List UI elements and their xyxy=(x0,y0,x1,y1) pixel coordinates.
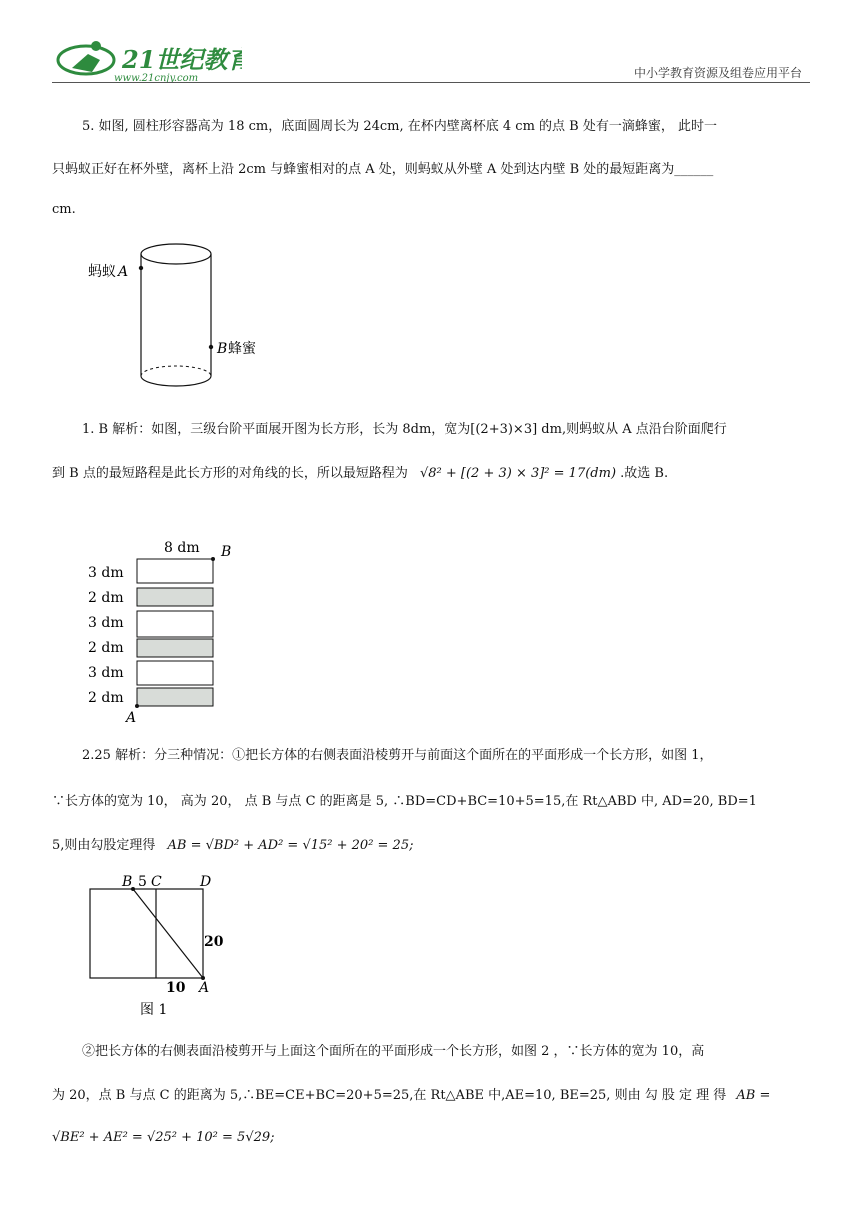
point-a xyxy=(139,266,143,270)
sol2-line-2: ∵长方体的宽为 10， 高为 20， 点 B 与点 C 的距离是 5, ∴BD=CD+BC=10+5=15,在 Rt△ABD 中, AD=20, BD=1 xyxy=(52,794,757,809)
sol1-line-2 xyxy=(52,464,668,484)
stairs-figure xyxy=(80,532,260,732)
q5-line-2: 只蚂蚁正好在杯外壁，离杯上沿 2cm 与蜂蜜相对的点 A 处，则蚂蚁从外壁 A 处到达内壁 B 处的最短距离为______ xyxy=(52,162,714,177)
stairs-row-2: 2 dm xyxy=(88,590,124,606)
stairs-row-5: 3 dm xyxy=(88,665,124,681)
cylinder-bottom-back xyxy=(141,366,211,376)
honey-label: 蜂蜜 xyxy=(228,341,256,357)
q5-line-3: cm. xyxy=(52,202,76,217)
stairs-row-6: 2 dm xyxy=(88,690,124,706)
header-divider xyxy=(52,82,810,83)
logo-main-text: 21世纪教育 xyxy=(122,45,242,74)
honey-letter: B xyxy=(217,341,228,357)
stairs-point-b: B xyxy=(221,544,232,560)
ant-letter: A xyxy=(118,264,129,280)
stairs-length-label: 8 dm xyxy=(164,540,200,556)
fig1-caption: 图 1 xyxy=(140,1002,168,1018)
runner-logo-icon xyxy=(52,38,242,84)
fig1-point-d: D xyxy=(200,874,212,890)
sol2-formula-1: AB = √BD² + AD² = √15² + 20² = 25; xyxy=(167,838,414,853)
fig1-label-20: 20 xyxy=(204,934,224,950)
stairs-point-a: A xyxy=(126,710,137,726)
fig1-point-b: B xyxy=(122,874,133,890)
logo xyxy=(52,38,242,84)
sol2-line-5-text: 为 20，点 B 与点 C 的距离为 5,∴BE=CE+BC=20+5=25,在 Rt△ABE 中,AE=10, BE=25, 则由 勾 股 定 理 得 xyxy=(52,1088,727,1103)
sol2-line-4: ②把长方体的右侧表面沿棱剪开与上面这个面所在的平面形成一个长方形，如图 2 ，∵长方体的宽为 10，高 xyxy=(82,1044,705,1059)
point-b xyxy=(209,345,213,349)
fig1-point-c: C xyxy=(151,874,162,890)
cylinder-top xyxy=(141,244,211,264)
sol2-line-3-text: 5,则由勾股定理得 xyxy=(52,838,156,853)
fig1-label-5: 5 xyxy=(138,874,147,890)
ant-label: 蚂蚁 xyxy=(88,264,116,280)
stairs-row-1: 3 dm xyxy=(88,565,124,581)
platform-name: 中小学教育资源及组卷应用平台 xyxy=(633,66,802,80)
sol2-formula-2b: √BE² + AE² = √25² + 10² = 5√29; xyxy=(52,1130,275,1145)
sol2-formula-2a: AB = xyxy=(736,1088,771,1103)
cylinder-bottom-front xyxy=(141,376,211,386)
figure-1 xyxy=(80,872,240,1020)
sol2-line-1: 2.25 解析：分三种情况：①把长方体的右侧表面沿棱剪开与前面这个面所在的平面形成一个长方形，如图 1， xyxy=(82,748,713,763)
sol1-formula: √8² + [(2 + 3) × 3]² = 17(dm) xyxy=(419,466,617,481)
sol2-line-5 xyxy=(52,1086,770,1106)
sol2-line-6 xyxy=(52,1128,275,1148)
sol1-line-2-end: .故选 B. xyxy=(620,466,669,481)
cylinder-figure xyxy=(80,238,300,398)
q5-line-1: 5. 如图, 圆柱形容器高为 18 cm，底面圆周长为 24cm, 在杯内壁离杯底 4 cm 的点 B 处有一滴蜂蜜， 此时一 xyxy=(82,119,717,134)
fig1-point-a: A xyxy=(199,980,210,996)
logo-sub-text: www.21cnjy.com xyxy=(114,73,199,84)
sol1-line-1: 1. B 解析：如图，三级台阶平面展开图为长方形，长为 8dm，宽为[(2+3)×3] dm,则蚂蚁从 A 点沿台阶面爬行 xyxy=(82,422,727,437)
fig1-label-10: 10 xyxy=(166,980,186,996)
sol1-line-2-text: 到 B 点的最短路程是此长方形的对角线的长，所以最短路程为 xyxy=(52,466,408,481)
sol2-line-3 xyxy=(52,836,413,856)
stairs-row-4: 2 dm xyxy=(88,640,124,656)
stairs-row-3: 3 dm xyxy=(88,615,124,631)
